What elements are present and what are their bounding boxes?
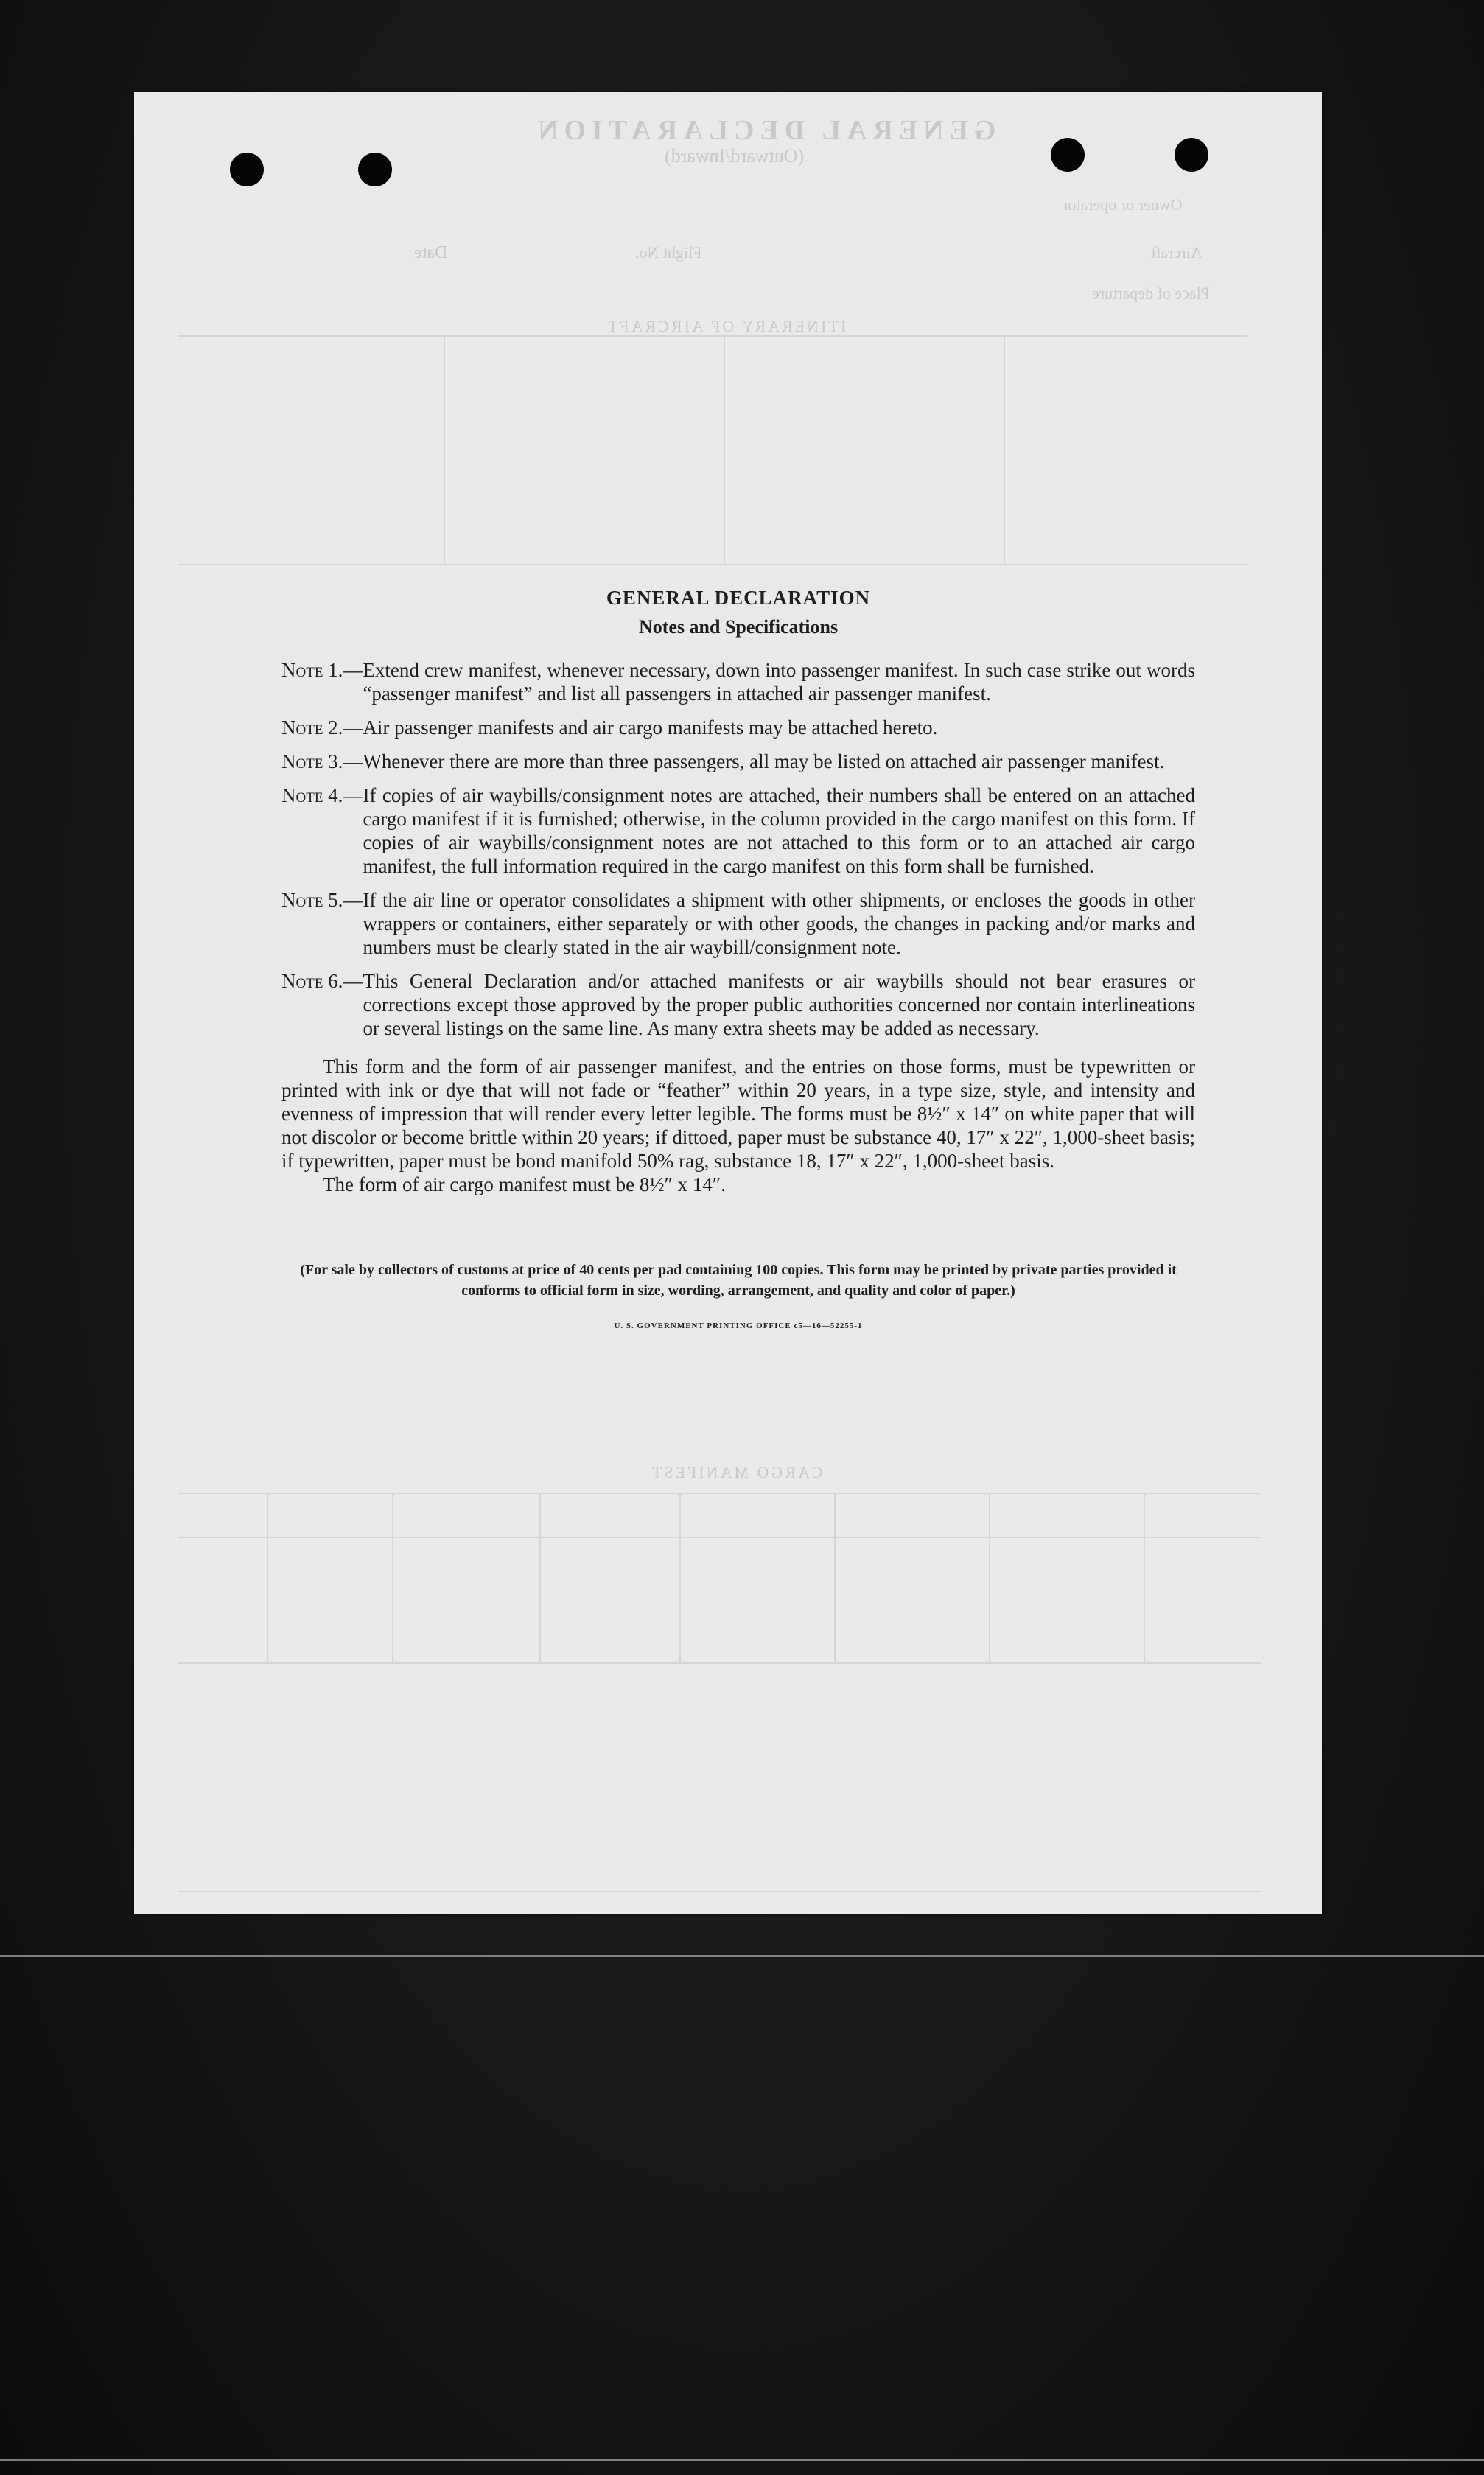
bleed-through-rule [178, 1662, 1261, 1664]
bleed-through-place: Place of departure [1092, 284, 1211, 302]
bleed-through-rule [178, 1891, 1261, 1892]
form-specification: This form and the form of air passenger manifest, and the entries on those forms, must be typewritten or printed with ink or dye that will not fade or “feather” within 20 years, in a type size, style, and intensity and evenness of impression that will render every letter legible. The forms must be 8½″ x 14″ on white paper that will not discolor or become brittle within 20 years; if dittoed, paper must be substance 40, 17″ x 22″, 1,000-sheet basis; if typewritten, paper must be bond manifold 50% rag, substance 18, 17″ x 22″, 1,000-sheet basis. [281, 1055, 1195, 1172]
bleed-through-owner: Owner or operator [1063, 195, 1183, 214]
punch-hole-icon [358, 153, 392, 186]
bleed-through-cargo: CARGO MANIFEST [650, 1463, 823, 1481]
cargo-manifest-size: The form of air cargo manifest must be 8½″ x 14″. [323, 1173, 726, 1195]
scan-edge-line [0, 2459, 1484, 2461]
note-text: Air passenger manifests and air cargo manifests may be attached hereto. [363, 716, 938, 739]
bleed-through-rule [444, 335, 445, 564]
bleed-through-rule [267, 1493, 268, 1662]
bleed-through-rule [178, 1537, 1261, 1538]
scan-edge-line [0, 1955, 1484, 1957]
note-label: Note 4.— [281, 784, 363, 806]
bleed-through-heading: GENERAL DECLARATION [532, 115, 996, 146]
document-subtitle: Notes and Specifications [638, 616, 839, 638]
document-title: GENERAL DECLARATION [606, 587, 871, 609]
document-page [134, 92, 1322, 1914]
bleed-through-aircraft: Aircraft [1151, 243, 1203, 262]
bleed-through-rule [178, 564, 1247, 565]
printer-imprint: U. S. GOVERNMENT PRINTING OFFICE c5—16—52255-1 [614, 1322, 863, 1330]
sale-notice: (For sale by collectors of customs at price of 40 cents per pad containing 100 copies. This form may be printed by private parties provided it conforms to official form in size, wording, arrangement, and quality and color of paper.) [300, 1262, 1177, 1299]
punch-hole-icon [230, 153, 264, 186]
note-text: Extend crew manifest, whenever necessary, down into passenger manifest. In such case strike out words “passenger manifest” and list all passengers in attached air passenger manifest. [363, 659, 1195, 705]
bleed-through-rule [679, 1493, 681, 1662]
note-item [281, 969, 1195, 1040]
bleed-through-sub: (Outward/Inward) [665, 145, 805, 167]
note-text: If copies of air waybills/consignment notes are attached, their numbers shall be entered on an attached cargo manifest if it is furnished; otherwise, in the column provided in the cargo manifest on this form. If copies of air waybills/consignment notes are not attached to this form or to an attached air cargo manifest, the full information required in the cargo manifest on this form shall be furnished. [363, 784, 1195, 877]
note-item [281, 750, 1195, 773]
note-label: Note 6.— [281, 970, 363, 992]
note-text: If the air line or operator consolidates a shipment with other shipments, or encloses the goods in other wrappers or containers, either separately or with other goods, the changes in packing and/or marks and numbers must be clearly stated in the air waybill/consignment note. [363, 889, 1195, 958]
punch-hole-icon [1175, 138, 1208, 172]
note-text: This General Declaration and/or attached manifests or air waybills should not bear erasures or corrections except those approved by the proper public authorities concerned nor contain interlineations or several listings on the same line. As many extra sheets may be added as necessary. [363, 970, 1195, 1039]
bleed-through-itinerary: ITINERARY OF AIRCRAFT [606, 317, 847, 335]
note-label: Note 5.— [281, 889, 363, 911]
notes-section [281, 586, 1195, 1338]
note-item [281, 716, 1195, 739]
bleed-through-rule [178, 1493, 1261, 1494]
bleed-through-rule [834, 1493, 836, 1662]
bleed-through-rule [178, 335, 1247, 337]
bleed-through-rule [1144, 1493, 1145, 1662]
bleed-through-rule [1004, 335, 1005, 564]
bleed-through-rule [724, 335, 725, 564]
note-item [281, 783, 1195, 878]
bleed-through-rule [392, 1493, 393, 1662]
bleed-through-rule [539, 1493, 541, 1662]
punch-hole-icon [1051, 138, 1085, 172]
note-item [281, 658, 1195, 705]
bleed-through-rule [989, 1493, 990, 1662]
note-label: Note 2.— [281, 716, 363, 739]
note-label: Note 3.— [281, 750, 363, 772]
note-item [281, 888, 1195, 959]
note-label: Note 1.— [281, 659, 363, 681]
bleed-through-date: Date [414, 243, 448, 262]
note-text: Whenever there are more than three passengers, all may be listed on attached air passenger manifest. [363, 750, 1165, 772]
bleed-through-flight: Flight No. [635, 243, 702, 262]
